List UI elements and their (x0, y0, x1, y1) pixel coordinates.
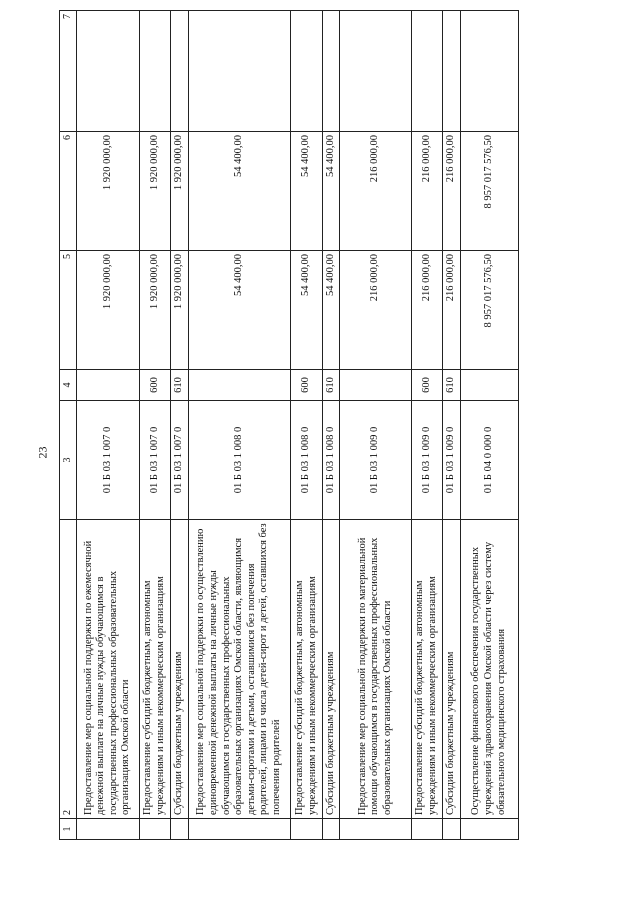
row-amount-6: 1 920 000,00 (139, 132, 171, 251)
row-index (139, 819, 171, 840)
row-index (171, 819, 188, 840)
row-index (291, 819, 323, 840)
row-amount-5: 216 000,00 (443, 251, 460, 370)
row-amount-7 (171, 11, 188, 132)
row-amount-7 (139, 11, 171, 132)
row-index (322, 819, 339, 840)
row-amount-6: 54 400,00 (291, 132, 323, 251)
table-row (460, 11, 518, 840)
row-amount-6: 1 920 000,00 (77, 132, 140, 251)
row-amount-5: 216 000,00 (411, 251, 443, 370)
row-amount-6: 54 400,00 (188, 132, 291, 251)
row-name: Предоставление мер социальной поддержки по осуществлению единовременной денежной выплаты на личные нужды обучающимся в государственных профессиональных образовательных организациях Омской области, являющимся детьми-сиротами и детьми, оставшимися без попечения родителей, лицами из числа детей-сирот и детей, оставшихся без попечения родителей (188, 520, 291, 819)
row-name: Предоставление субсидий бюджетным, автономным учреждениям и иным некоммерческим организациям (411, 520, 443, 819)
row-name: Субсидии бюджетным учреждениям (443, 520, 460, 819)
row-code: 01 Б 03 1 009 0 (340, 401, 412, 520)
row-name: Предоставление субсидий бюджетным, автономным учреждениям и иным некоммерческим организациям (139, 520, 171, 819)
row-amount-6: 1 920 000,00 (171, 132, 188, 251)
row-amount-7 (291, 11, 323, 132)
header-col-7: 7 (60, 11, 77, 132)
row-index (188, 819, 291, 840)
row-type (77, 370, 140, 401)
row-amount-5: 1 920 000,00 (77, 251, 140, 370)
row-type: 600 (291, 370, 323, 401)
row-amount-7 (188, 11, 291, 132)
row-amount-7 (77, 11, 140, 132)
row-code: 01 Б 03 1 008 0 (322, 401, 339, 520)
row-name: Предоставление мер социальной поддержки по материальной помощи обучающимся в государственных профессиональных образовательных организациях Омской области (340, 520, 412, 819)
row-amount-5: 1 920 000,00 (171, 251, 188, 370)
header-col-5: 5 (60, 251, 77, 370)
row-type: 600 (411, 370, 443, 401)
row-type: 600 (139, 370, 171, 401)
row-amount-7 (411, 11, 443, 132)
table-row (139, 11, 171, 840)
row-amount-5: 8 957 017 576,50 (460, 251, 518, 370)
row-type (188, 370, 291, 401)
row-index (77, 819, 140, 840)
table-row (322, 11, 339, 840)
row-type (340, 370, 412, 401)
row-code: 01 Б 03 1 008 0 (291, 401, 323, 520)
rotated-table-wrapper (59, 14, 519, 840)
table-row (77, 11, 140, 840)
row-type: 610 (443, 370, 460, 401)
row-amount-6: 8 957 017 576,50 (460, 132, 518, 251)
header-col-6: 6 (60, 132, 77, 251)
row-amount-5: 54 400,00 (188, 251, 291, 370)
row-code: 01 Б 03 1 009 0 (443, 401, 460, 520)
row-name: Осуществление финансового обеспечения государственных учреждений здравоохранения Омской области через систему обязательного медицинского страхования (460, 520, 518, 819)
table-row (411, 11, 443, 840)
row-amount-5: 1 920 000,00 (139, 251, 171, 370)
table-row (171, 11, 188, 840)
row-amount-5: 216 000,00 (340, 251, 412, 370)
header-col-4: 4 (60, 370, 77, 401)
table-row (291, 11, 323, 840)
row-amount-7 (340, 11, 412, 132)
row-code: 01 Б 03 1 007 0 (171, 401, 188, 520)
header-row (60, 11, 77, 840)
row-code: 01 Б 04 0 000 0 (460, 401, 518, 520)
row-amount-6: 54 400,00 (322, 132, 339, 251)
row-code: 01 Б 03 1 007 0 (77, 401, 140, 520)
header-col-3: 3 (60, 401, 77, 520)
row-amount-5: 54 400,00 (291, 251, 323, 370)
row-index (443, 819, 460, 840)
row-name: Предоставление мер социальной поддержки по ежемесячной денежной выплате на личные нужды обучающимся в государственных профессиональных образовательных организациях Омской области (77, 520, 140, 819)
row-name: Субсидии бюджетным учреждениям (171, 520, 188, 819)
row-name: Предоставление субсидий бюджетным, автономным учреждениям и иным некоммерческим организациям (291, 520, 323, 819)
row-type (460, 370, 518, 401)
row-type: 610 (322, 370, 339, 401)
row-type: 610 (171, 370, 188, 401)
header-col-1: 1 (60, 819, 77, 840)
header-col-2: 2 (60, 520, 77, 819)
row-code: 01 Б 03 1 007 0 (139, 401, 171, 520)
row-index (411, 819, 443, 840)
table-row (340, 11, 412, 840)
row-amount-7 (460, 11, 518, 132)
page-number: 23 (35, 446, 50, 459)
row-index (340, 819, 412, 840)
row-name: Субсидии бюджетным учреждениям (322, 520, 339, 819)
table-row (188, 11, 291, 840)
row-code: 01 Б 03 1 009 0 (411, 401, 443, 520)
row-code: 01 Б 03 1 008 0 (188, 401, 291, 520)
row-amount-7 (322, 11, 339, 132)
row-amount-6: 216 000,00 (443, 132, 460, 251)
table-row (443, 11, 460, 840)
budget-table (59, 10, 519, 840)
row-amount-6: 216 000,00 (340, 132, 412, 251)
row-index (460, 819, 518, 840)
row-amount-5: 54 400,00 (322, 251, 339, 370)
row-amount-6: 216 000,00 (411, 132, 443, 251)
row-amount-7 (443, 11, 460, 132)
